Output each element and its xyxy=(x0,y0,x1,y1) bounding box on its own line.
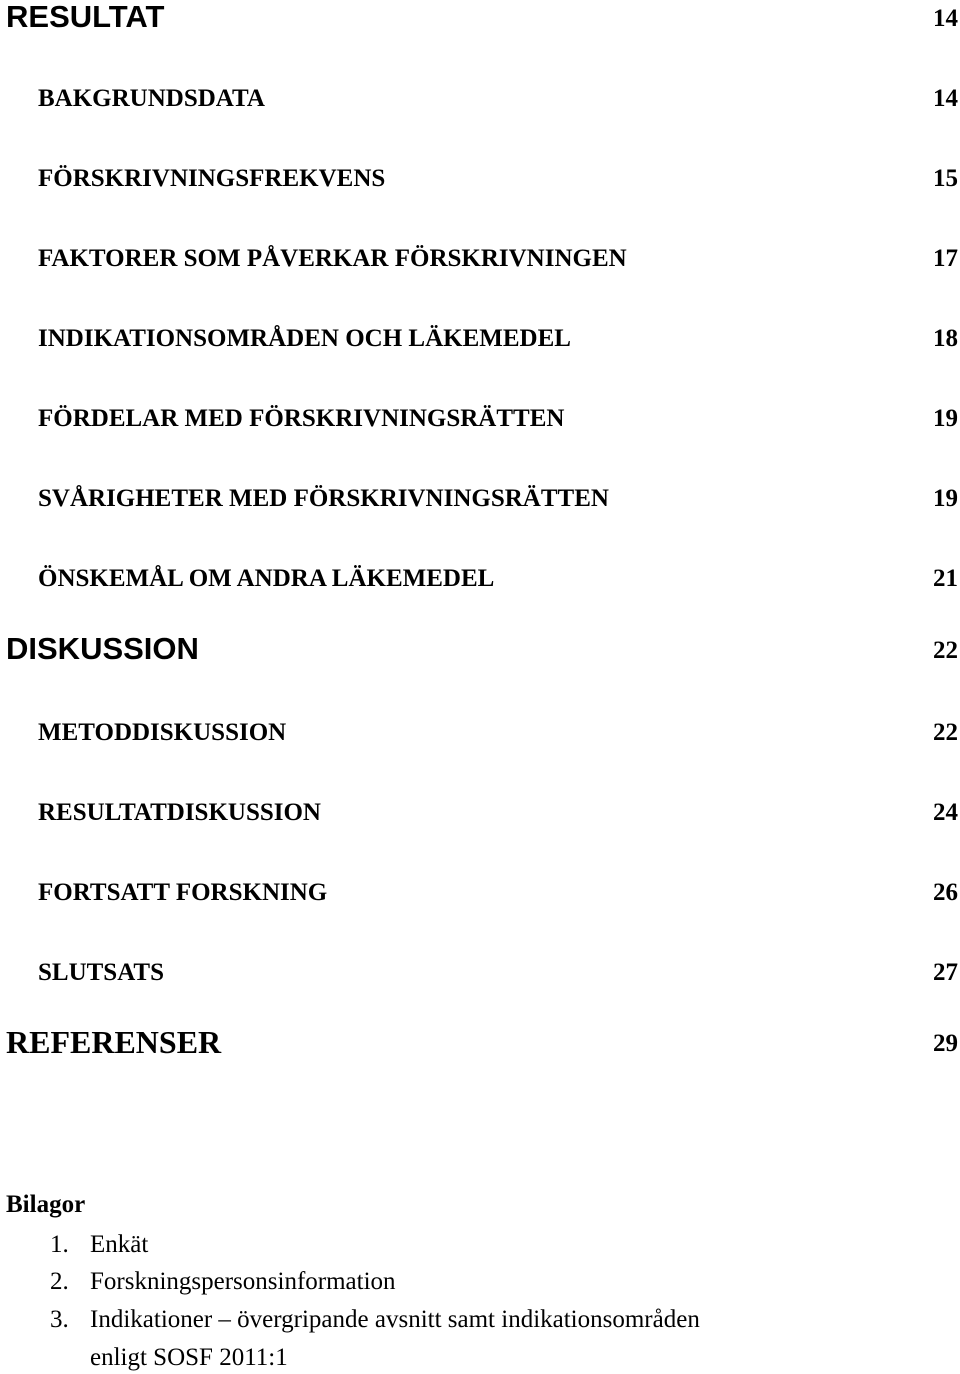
toc-label: FAKTORER SOM PÅVERKAR FÖRSKRIVNINGEN xyxy=(38,245,627,272)
appendix-number: 1. xyxy=(50,1231,69,1258)
toc-entry-metoddiskussion[interactable] xyxy=(0,720,960,760)
toc-entry-forskrivningsfrekvens[interactable] xyxy=(0,166,960,206)
toc-page-number: 29 xyxy=(933,1030,958,1057)
toc-page-number: 22 xyxy=(933,719,958,746)
toc-page-number: 26 xyxy=(933,879,958,906)
toc-entry-fordelar[interactable] xyxy=(0,406,960,446)
toc-label: FÖRDELAR MED FÖRSKRIVNINGSRÄTTEN xyxy=(38,405,565,432)
toc-entry-svarigheter[interactable] xyxy=(0,486,960,526)
toc-page-number: 17 xyxy=(933,245,958,272)
toc-label: ÖNSKEMÅL OM ANDRA LÄKEMEDEL xyxy=(38,565,495,592)
toc-page-number: 27 xyxy=(933,959,958,986)
toc-label: RESULTATDISKUSSION xyxy=(38,799,321,826)
toc-entry-slutsats[interactable] xyxy=(0,960,960,1000)
appendix-number: 2. xyxy=(50,1268,69,1295)
toc-page-number: 22 xyxy=(933,637,958,664)
appendix-heading: Bilagor xyxy=(6,1191,86,1218)
appendix-text: Indikationer – övergripande avsnitt samt indikationsområden xyxy=(90,1306,700,1333)
appendix-text: Forskningspersonsinformation xyxy=(90,1268,396,1295)
toc-page-number: 19 xyxy=(933,485,958,512)
toc-label: REFERENSER xyxy=(6,1024,222,1060)
toc-entry-resultatdiskussion[interactable] xyxy=(0,800,960,840)
toc-page-number: 14 xyxy=(933,5,958,32)
toc-label: BAKGRUNDSDATA xyxy=(38,85,265,112)
toc-label: SLUTSATS xyxy=(38,959,164,986)
toc-page-number: 18 xyxy=(933,325,958,352)
toc-page-number: 24 xyxy=(933,799,958,826)
toc-label: RESULTAT xyxy=(6,0,165,34)
toc-label: METODDISKUSSION xyxy=(38,719,287,746)
toc-entry-onskemal[interactable] xyxy=(0,566,960,606)
toc-label: INDIKATIONSOMRÅDEN OCH LÄKEMEDEL xyxy=(38,325,571,352)
toc-label: SVÅRIGHETER MED FÖRSKRIVNINGSRÄTTEN xyxy=(38,485,609,512)
toc-page-number: 15 xyxy=(933,165,958,192)
toc-page-number: 14 xyxy=(933,85,958,112)
toc-entry-diskussion[interactable] xyxy=(0,633,960,673)
toc-entry-indikationsomraden[interactable] xyxy=(0,326,960,366)
toc-label: DISKUSSION xyxy=(6,631,199,666)
toc-entry-fortsatt-forskning[interactable] xyxy=(0,880,960,920)
toc-label: FÖRSKRIVNINGSFREKVENS xyxy=(38,165,386,192)
toc-page-number: 21 xyxy=(933,565,958,592)
toc-entry-resultat[interactable] xyxy=(0,0,960,40)
appendix-text-continuation: enligt SOSF 2011:1 xyxy=(90,1344,288,1371)
toc-entry-bakgrundsdata[interactable] xyxy=(0,86,960,126)
toc-entry-referenser[interactable] xyxy=(0,1026,960,1066)
toc-label: FORTSATT FORSKNING xyxy=(38,879,328,906)
toc-page-number: 19 xyxy=(933,405,958,432)
appendix-text: Enkät xyxy=(90,1231,149,1258)
toc-entry-faktorer[interactable] xyxy=(0,246,960,286)
appendix-number: 3. xyxy=(50,1306,69,1333)
